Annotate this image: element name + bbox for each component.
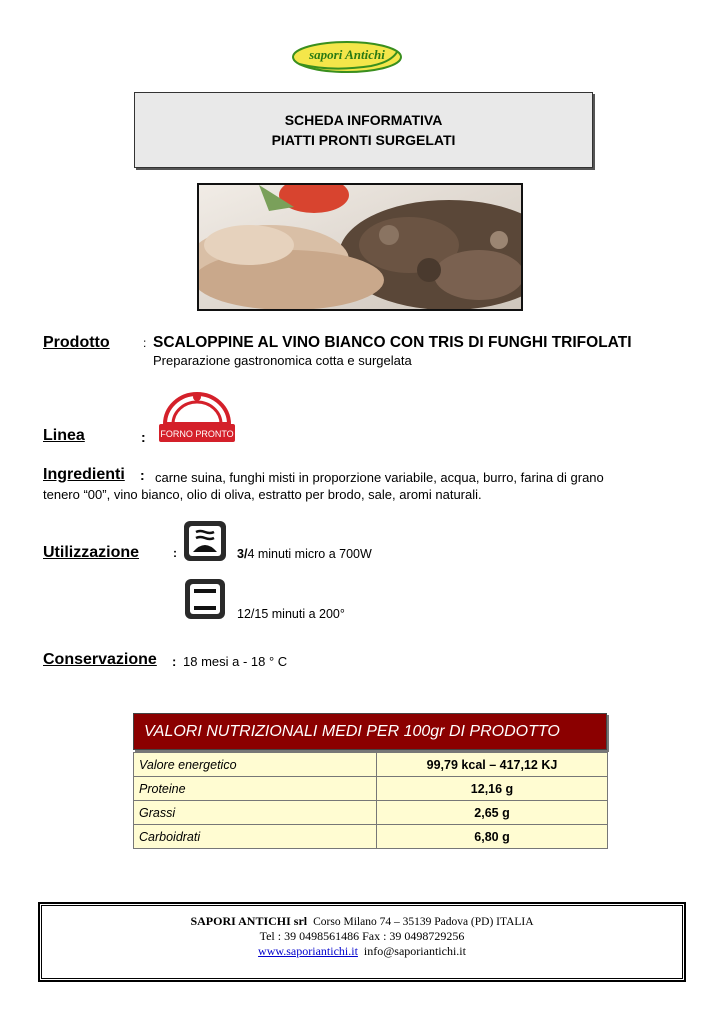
ingredienti-label: Ingredienti <box>43 466 125 483</box>
footer-company: SAPORI ANTICHI srl <box>190 914 308 928</box>
footer-address: Corso Milano 74 – 35139 Padova (PD) ITALIA <box>313 916 534 928</box>
product-name: SCALOPPINE AL VINO BIANCO CON TRIS DI FUNGHI TRIFOLATI <box>153 334 632 351</box>
ingredienti-text-line2: tenero “00”, vino bianco, olio di oliva, estratto per brodo, sale, aromi naturali. <box>43 487 482 502</box>
linea-label: Linea <box>43 427 85 444</box>
ingredienti-text-line1: carne suina, funghi misti in proporzione variabile, acqua, burro, farina di grano <box>155 470 604 485</box>
nutrition-value: 6,80 g <box>377 825 608 849</box>
footer-phones: Tel : 39 0498561486 Fax : 39 0498729256 <box>259 929 465 943</box>
sapori-antichi-logo <box>291 40 403 74</box>
website-link[interactable]: www.saporiantichi.it <box>258 944 358 958</box>
svg-text:sapori Antichi: sapori Antichi <box>309 47 385 62</box>
header-box <box>134 92 593 168</box>
nutrition-table <box>133 752 608 849</box>
conservazione-colon: : <box>172 654 177 669</box>
table-row <box>134 825 608 849</box>
oven-icon <box>184 578 226 620</box>
food-photo-image <box>199 185 521 309</box>
ingredienti-colon: : <box>140 467 145 483</box>
table-row <box>134 753 608 777</box>
nutrition-key: Proteine <box>134 777 377 801</box>
microwave-icon <box>183 520 227 562</box>
microwave-instructions: 3/4 minuti micro a 700W <box>237 547 372 561</box>
product-subtitle: Preparazione gastronomica cotta e surgelata <box>153 353 412 368</box>
product-photo <box>197 183 523 311</box>
oven-instructions: 12/15 minuti a 200° <box>237 607 345 621</box>
nutrition-key: Carboidrati <box>134 825 377 849</box>
nutrition-value: 12,16 g <box>377 777 608 801</box>
footer-contacts <box>42 944 682 959</box>
table-row <box>134 777 608 801</box>
nutrition-value: 99,79 kcal – 417,12 KJ <box>377 753 608 777</box>
footer-email: info@saporiantichi.it <box>363 944 466 958</box>
conservazione-label: Conservazione <box>43 651 157 668</box>
nutrition-title: VALORI NUTRIZIONALI MEDI PER 100gr DI PRODOTTO <box>133 713 607 750</box>
conservazione-text: 18 mesi a - 18 ° C <box>183 654 288 669</box>
utilizzazione-label: Utilizzazione <box>43 544 140 561</box>
nutrition-value: 2,65 g <box>377 801 608 825</box>
header-title: SCHEDA INFORMATIVA <box>284 112 443 128</box>
nutrition-section <box>133 713 607 849</box>
nutrition-key: Grassi <box>134 801 377 825</box>
header-subtitle: PIATTI PRONTI SURGELATI <box>271 132 456 148</box>
forno-pronto-logo <box>157 388 237 444</box>
product-colon: : <box>143 336 147 350</box>
nutrition-key: Valore energetico <box>134 753 377 777</box>
utilizzazione-colon: : <box>173 546 177 560</box>
table-row <box>134 801 608 825</box>
footer-company-line <box>42 914 682 929</box>
product-label: Prodotto <box>43 334 110 351</box>
linea-colon: : <box>141 429 146 445</box>
svg-text:FORNO PRONTO: FORNO PRONTO <box>160 429 234 439</box>
footer-box <box>39 903 685 981</box>
